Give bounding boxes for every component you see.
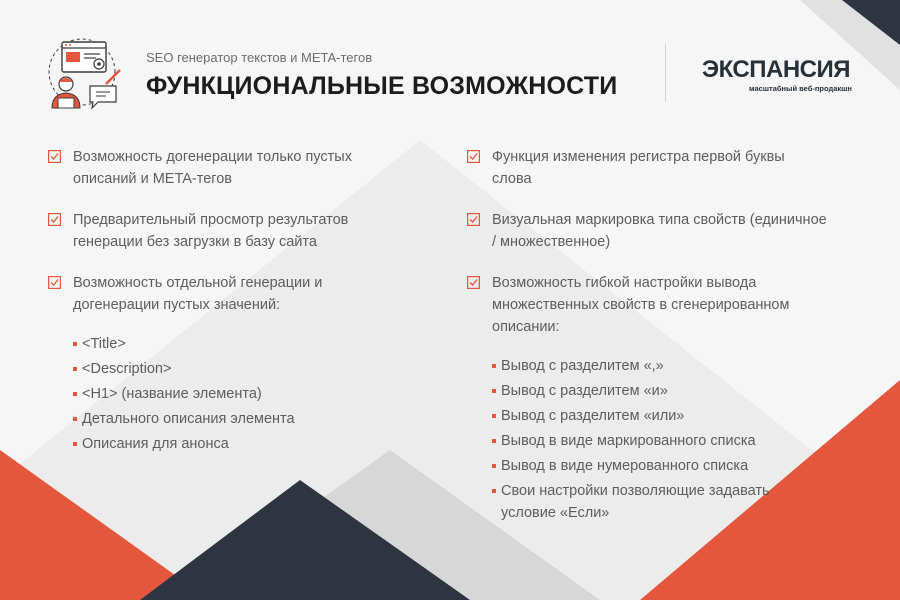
page-subtitle: SEO генератор текстов и META-тегов [146,50,373,65]
bullet-square-icon [492,389,496,393]
sub-list-item [492,405,827,427]
feature-text: Функция изменения регистра первой буквы слова [492,149,785,187]
bullet-square-icon [73,392,77,396]
bullet-square-icon [492,439,496,443]
sub-list-item [492,355,827,377]
feature-item [467,272,827,338]
bullet-square-icon [492,364,496,368]
bullet-square-icon [492,489,496,493]
feature-text: Визуальная маркировка типа свойств (единичное / множественное) [492,212,827,250]
header-divider [665,44,666,102]
feature-item [48,146,408,190]
logo-tagline: масштабный веб-продакшн [749,84,852,93]
sub-item-text: <Description> [82,361,172,377]
sub-item-text: Свои настройки позволяющие задавать условие «Если» [501,483,770,521]
features-right-column [467,146,827,541]
developer-at-computer-icon [44,38,124,112]
sub-list-item [492,455,827,477]
sub-list-item [492,480,827,524]
checkbox-checked-icon [48,213,61,226]
header [0,0,900,130]
feature-item [48,272,408,316]
sub-list-item [73,408,408,430]
sub-item-text: Детального описания элемента [82,411,295,427]
checkbox-checked-icon [467,213,480,226]
sub-list-item [73,383,408,405]
page-title: ФУНКЦИОНАЛЬНЫЕ ВОЗМОЖНОСТИ [146,72,618,100]
sub-list [73,333,408,455]
sub-list-item [73,433,408,455]
bullet-square-icon [492,464,496,468]
bullet-square-icon [73,417,77,421]
sub-item-text: Описания для анонса [82,436,229,452]
feature-item [467,146,827,190]
checkbox-checked-icon [48,150,61,163]
sub-item-text: Вывод с разделитем «и» [501,383,668,399]
bullet-square-icon [492,414,496,418]
sub-item-text: Вывод в виде маркированного списка [501,433,756,449]
bullet-square-icon [73,342,77,346]
sub-item-text: Вывод в виде нумерованного списка [501,458,749,474]
feature-text: Возможность гибкой настройки вывода множественных свойств в сгенерированном описании: [492,275,790,335]
feature-text: Возможность догенерации только пустых описаний и META-тегов [73,149,352,187]
feature-text: Возможность отдельной генерации и догенерации пустых значений: [73,275,323,313]
sub-list-item [492,430,827,452]
features-left-column [48,146,408,472]
bullet-square-icon [73,442,77,446]
sub-item-text: Вывод с разделитем «,» [501,358,664,374]
sub-list-item [73,333,408,355]
checkbox-checked-icon [467,276,480,289]
sub-list-item [492,380,827,402]
bullet-square-icon [73,367,77,371]
checkbox-checked-icon [48,276,61,289]
feature-text: Предварительный просмотр результатов генерации без загрузки в базу сайта [73,212,349,250]
brand-logo [702,56,862,100]
sub-list-item [73,358,408,380]
feature-item [467,209,827,253]
checkbox-checked-icon [467,150,480,163]
sub-item-text: <Title> [82,336,126,352]
sub-item-text: Вывод с разделитем «или» [501,408,685,424]
logo-wordmark: ЭКСПАНСИЯ [702,56,850,83]
sub-list [492,355,827,524]
feature-item [48,209,408,253]
sub-item-text: <H1> (название элемента) [82,386,262,402]
